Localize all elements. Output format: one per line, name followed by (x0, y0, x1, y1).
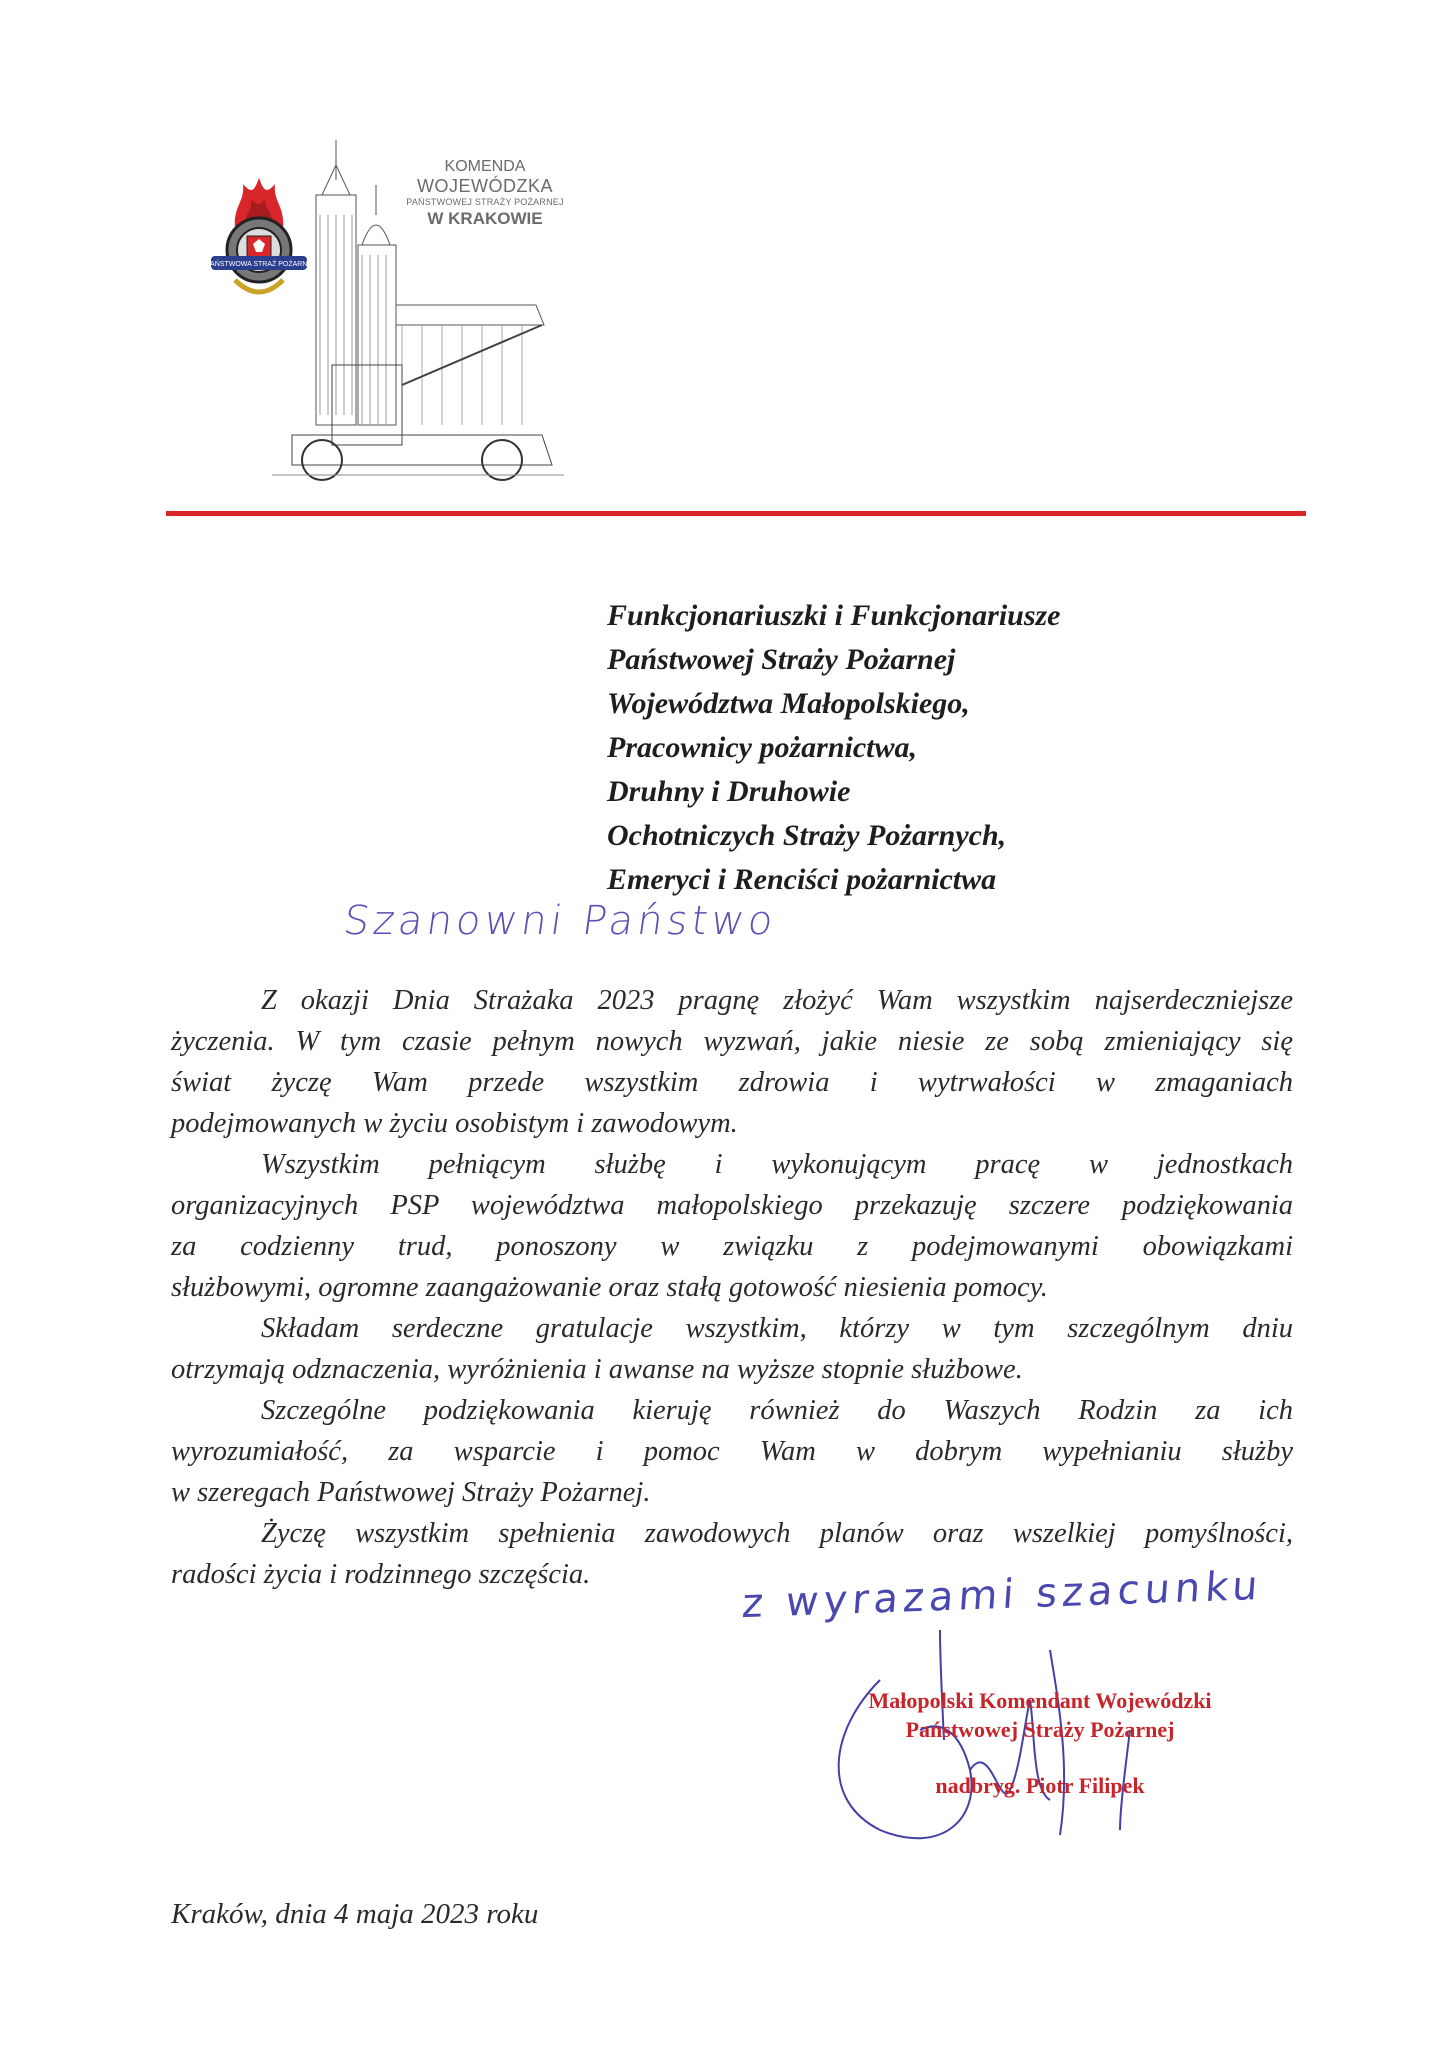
body-line: organizacyjnych PSP województwa małopolskiego przekazuję szczere podziękowania (171, 1190, 1293, 1221)
addressee-line: Województwa Małopolskiego, (607, 687, 970, 720)
body-line: Z okazji Dnia Strażaka 2023 pragnę złożyć Wam wszystkim najserdeczniejsze (261, 985, 1293, 1016)
paragraph (171, 1144, 1293, 1308)
letterhead-line: WOJEWÓDZKA (417, 176, 553, 197)
handwritten-closing: z wyrazami szacunku (740, 1562, 1265, 1628)
addressee-line: Państwowej Straży Pożarnej (607, 643, 956, 676)
body-line: podejmowanych w życiu osobistym i zawodowym. (171, 1108, 738, 1139)
addressees-block (607, 594, 1061, 902)
addressee-line: Emeryci i Renciści pożarnictwa (607, 863, 997, 896)
body-line: Szczególne podziękowania kieruję również do Waszych Rodzin za ich (261, 1395, 1293, 1426)
addressee-line: Ochotniczych Straży Pożarnych, (607, 819, 1007, 852)
body-line: otrzymają odznaczenia, wyróżnienia i awanse na wyższe stopnie służbowe. (171, 1354, 1023, 1385)
body-line: Wszystkim pełniącym służbę i wykonującym pracę w jednostkach (261, 1149, 1293, 1180)
letterhead-title (400, 158, 570, 229)
body-line: za codzienny trud, ponoszony w związku z podejmowanymi obowiązkami (171, 1231, 1293, 1262)
paragraph (171, 1390, 1293, 1513)
body-line: świat życzę Wam przede wszystkim zdrowia i wytrwałości w zmaganiach (171, 1067, 1293, 1098)
svg-text:PAŃSTWOWA STRAŻ POŻARNA: PAŃSTWOWA STRAŻ POŻARNA (205, 261, 313, 268)
addressee-line: Druhny i Druhowie (607, 775, 851, 808)
body-line: wyrozumiałość, za wsparcie i pomoc Wam w dobrym wypełnianiu służby (171, 1436, 1293, 1467)
body-line: służbowymi, ogromne zaangażowanie oraz stałą gotowość niesienia pomocy. (171, 1272, 1048, 1303)
paragraph (171, 1308, 1293, 1390)
body-line: radości życia i rodzinnego szczęścia. (171, 1559, 591, 1590)
addressee-line: Pracownicy pożarnictwa, (607, 731, 918, 764)
signatory-block (760, 1686, 1320, 1800)
letter-body (171, 980, 1293, 1595)
letterhead-line: KOMENDA (444, 158, 526, 175)
letterhead-line: W KRAKOWIE (427, 209, 543, 229)
body-line: Składam serdeczne gratulacje wszystkim, którzy w tym szczególnym dniu (261, 1313, 1293, 1344)
body-line: w szeregach Państwowej Straży Pożarnej. (171, 1477, 651, 1508)
body-line: Życzę wszystkim spełnienia zawodowych planów oraz wszelkiej pomyślności, (261, 1518, 1293, 1549)
signatory-title: Małopolski Komendant Wojewódzki (868, 1688, 1212, 1713)
signatory-name: nadbryg. Piotr Filipek (935, 1773, 1145, 1798)
letterhead-line: PAŃSTWOWEJ STRAŻY POŻARNEJ (406, 197, 564, 208)
addressee-line: Funkcjonariuszki i Funkcjonariusze (607, 599, 1061, 632)
red-divider (166, 511, 1306, 516)
date-line: Kraków, dnia 4 maja 2023 roku (171, 1898, 539, 1930)
paragraph (171, 980, 1293, 1144)
body-line: życzenia. W tym czasie pełnym nowych wyzwań, jakie niesie ze sobą zmieniający się (171, 1026, 1293, 1057)
signatory-title: Państwowej Straży Pożarnej (905, 1717, 1175, 1742)
handwritten-greeting: Szanowni Państwo (340, 898, 780, 944)
